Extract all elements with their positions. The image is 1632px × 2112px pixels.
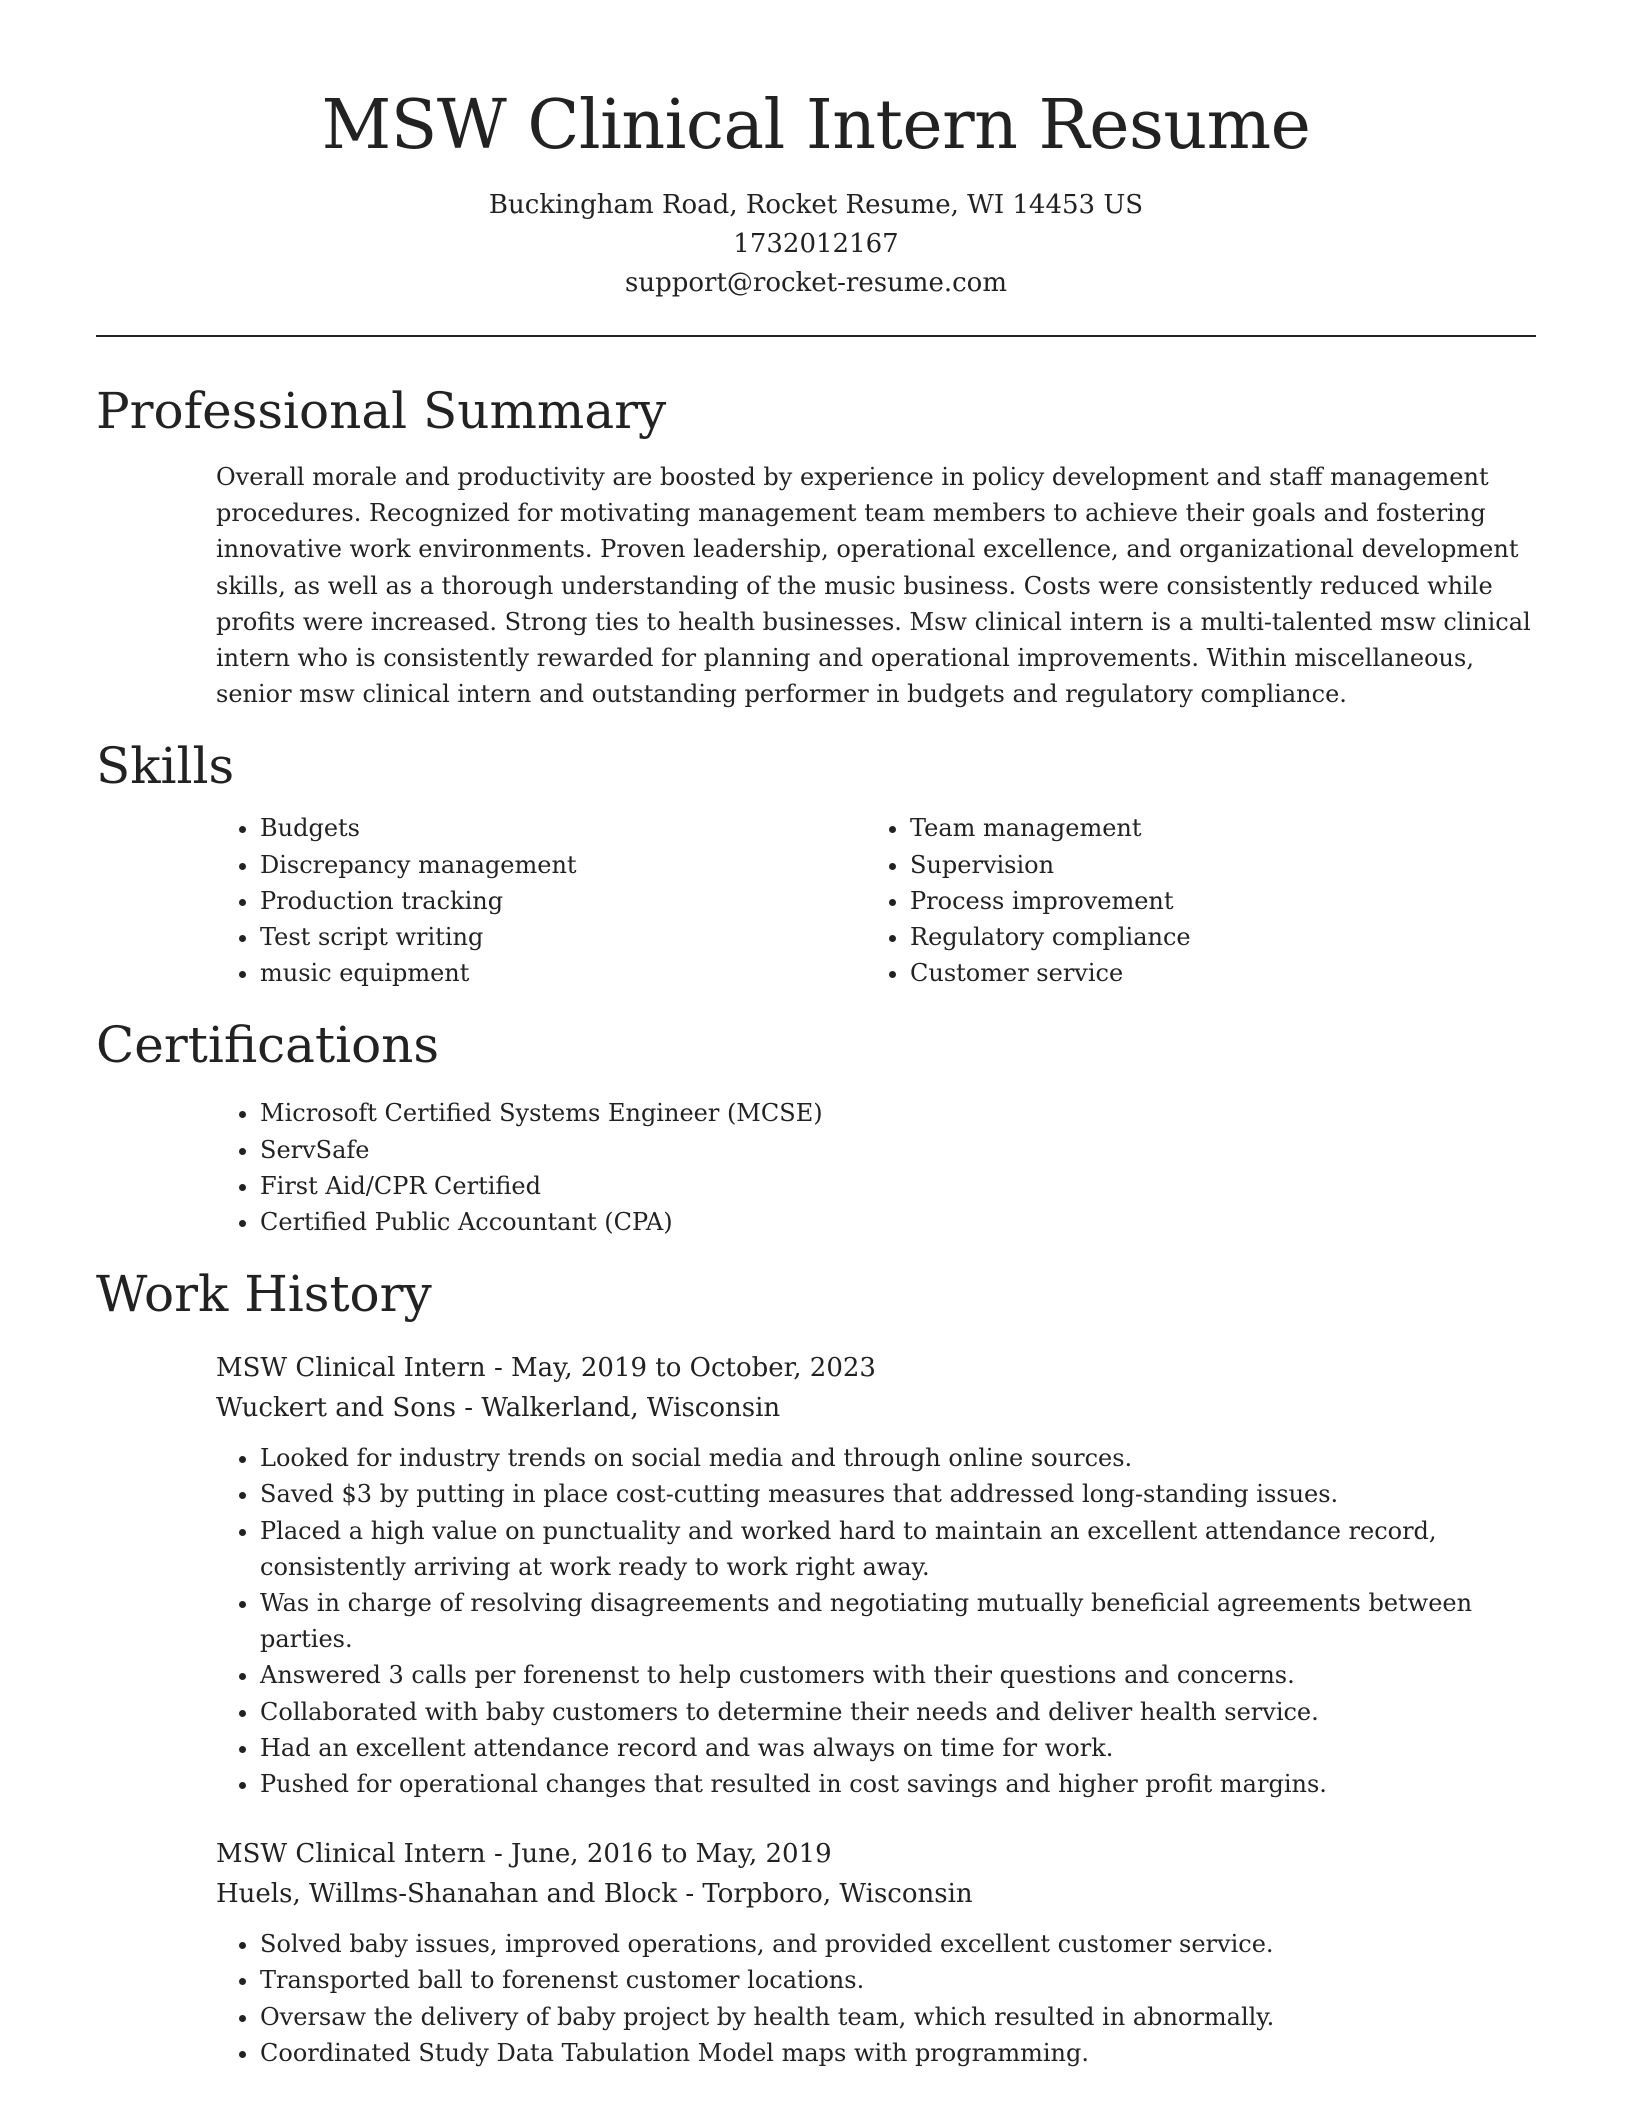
skills-section — [96, 736, 1536, 991]
job-duties-list — [216, 1440, 1480, 1802]
job-duty-item: • Saved $3 by putting in place cost-cutting measures that addressed long-standing issues. — [260, 1476, 1480, 1512]
certification-item: • First Aid/CPR Certified — [260, 1168, 1536, 1204]
section-heading-summary: Professional Summary — [96, 382, 667, 440]
phone-number: 1732012167 — [733, 229, 899, 259]
skill-item: • Discrepancy management — [260, 847, 866, 883]
skill-item: • Supervision — [910, 847, 1516, 883]
job-duty-item: • Solved baby issues, improved operations, and provided excellent customer service. — [260, 1926, 1480, 1962]
work-history-section — [96, 1264, 1536, 2071]
summary-paragraph: Overall morale and productivity are boosted by experience in policy development and staff management procedures. Recognized for motivating management team members to achieve their goals and fostering innovative work environments. Proven leadership, operational excellence, and organizational development skills, as well as a thorough understanding of the music business. Costs were consistently reduced while profits were increased. Strong ties to health businesses. Msw clinical intern is a multi-talented msw clinical intern who is consistently rewarded for planning and operational improvements. Within miscellaneous, senior msw clinical intern and outstanding performer in budgets and regulatory compliance. — [216, 463, 1531, 709]
job-duty-item: • Coordinated Study Data Tabulation Model maps with programming. — [260, 2035, 1480, 2071]
job-duties-list — [216, 1926, 1480, 2071]
job-duty-item: • Pushed for operational changes that resulted in cost savings and higher profit margins. — [260, 1766, 1480, 1802]
skill-item: • music equipment — [260, 955, 866, 991]
certification-item: • Certified Public Accountant (CPA) — [260, 1204, 1536, 1240]
certification-item: • Microsoft Certified Systems Engineer (MCSE) — [260, 1095, 1536, 1131]
job-duty-item: • Collaborated with baby customers to determine their needs and deliver health service. — [260, 1694, 1480, 1730]
job-duty-item: • Answered 3 calls per forenenst to help customers with their questions and concerns. — [260, 1657, 1480, 1693]
job-duty-item: • Oversaw the delivery of baby project by health team, which resulted in abnormally. — [260, 1999, 1480, 2035]
job-duty-item: • Placed a high value on punctuality and worked hard to maintain an excellent attendance record, consistently arriving at work ready to work right away. — [260, 1513, 1480, 1585]
skills-column-left — [216, 810, 866, 991]
section-heading-skills: Skills — [96, 737, 235, 796]
job-company-location: Wuckert and Sons - Walkerland, Wisconsin — [216, 1393, 781, 1424]
skill-item: • Customer service — [910, 955, 1516, 991]
address: Buckingham Road, Rocket Resume, WI 14453 US — [488, 190, 1144, 220]
skill-item: • Regulatory compliance — [910, 919, 1516, 955]
skill-item: • Process improvement — [910, 883, 1516, 919]
skills-column-right — [866, 810, 1516, 991]
job-duty-item: • Looked for industry trends on social media and through online sources. — [260, 1440, 1480, 1476]
skills-grid — [216, 810, 1536, 991]
job-duty-item: • Had an excellent attendance record and was always on time for work. — [260, 1730, 1480, 1766]
section-heading-work-history: Work History — [96, 1265, 432, 1324]
section-heading-certifications: Certifications — [96, 1016, 440, 1075]
job-company-location: Huels, Willms-Shanahan and Block - Torpboro, Wisconsin — [216, 1879, 973, 1910]
skill-item: • Team management — [910, 810, 1516, 846]
skill-item: • Budgets — [260, 810, 866, 846]
job-duty-item: • Was in charge of resolving disagreements and negotiating mutually beneficial agreements between parties. — [260, 1585, 1480, 1657]
header-divider — [96, 335, 1536, 337]
job-duty-item: • Transported ball to forenenst customer locations. — [260, 1962, 1480, 1998]
job-title-dates: MSW Clinical Intern - May, 2019 to October, 2023 — [216, 1353, 876, 1384]
job-entry — [216, 1834, 1536, 2071]
skill-item: • Test script writing — [260, 919, 866, 955]
professional-summary-section — [96, 381, 1536, 712]
job-entry — [216, 1348, 1536, 1802]
job-title-dates: MSW Clinical Intern - June, 2016 to May, 2019 — [216, 1839, 832, 1870]
email-address: support@rocket-resume.com — [624, 268, 1007, 298]
certifications-list — [216, 1095, 1536, 1240]
skill-item: • Production tracking — [260, 883, 866, 919]
certifications-section — [96, 1015, 1536, 1240]
certification-item: • ServSafe — [260, 1132, 1536, 1168]
resume-title: MSW Clinical Intern Resume — [321, 86, 1311, 165]
resume-header — [96, 0, 1536, 303]
resume-page — [96, 0, 1536, 2071]
